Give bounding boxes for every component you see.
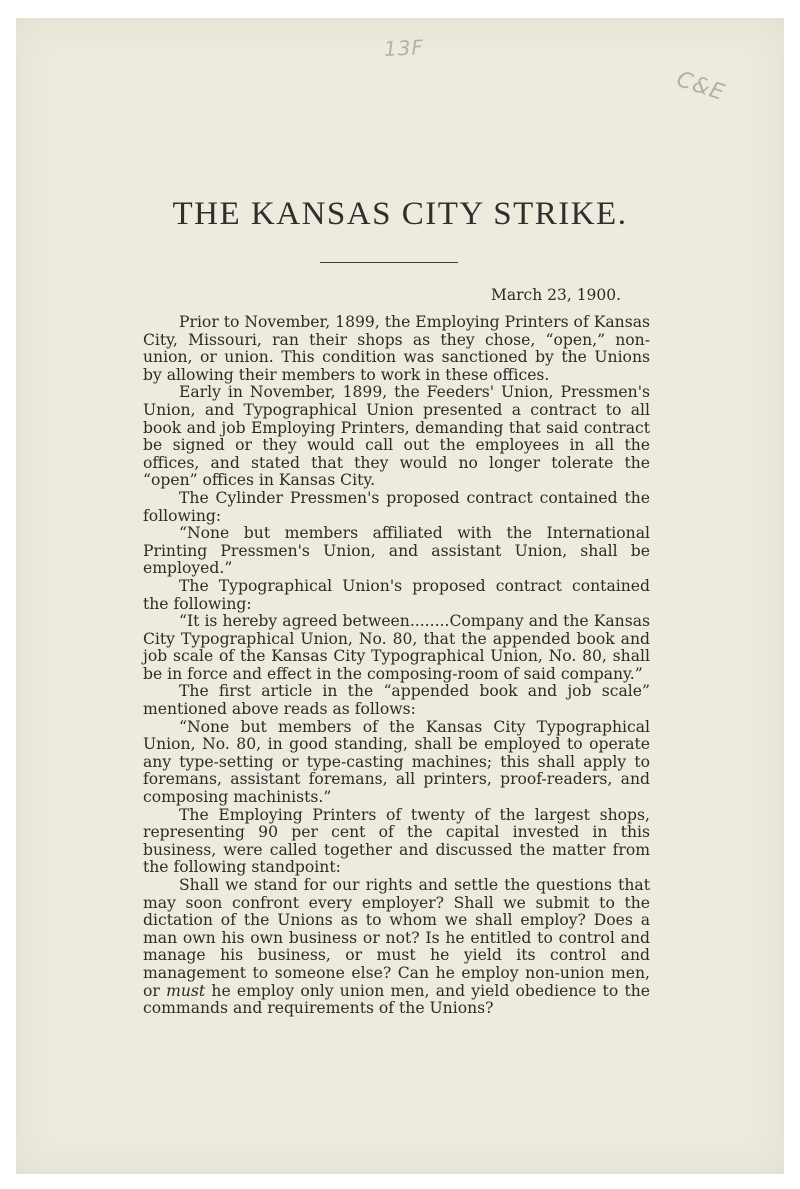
document-date: March 23, 1900. [491, 286, 622, 304]
paragraph: The Employing Printers of twenty of the largest shops, representing 90 per cent of the capital invested in this business, were called together and discussed the matter from the following standpoint: [143, 805, 650, 877]
paragraph-last-part2: he employ only union men, and yield obedience to the commands and requirements of the Unions? [143, 981, 650, 1018]
paragraph-last [143, 877, 650, 1018]
body-text [143, 314, 650, 1018]
paragraph: The Cylinder Pressmen's proposed contract contained the following: [143, 488, 650, 525]
quoted-paragraph: “None but members affiliated with the International Printing Pressmen's Union, and assistant Union, shall be employed.” [143, 524, 650, 578]
title-divider [320, 262, 458, 263]
quoted-paragraph: “It is hereby agreed between........Company and the Kansas City Typographical Union, No. 80, that the appended book and job scale of the Kansas City Typographical Union, No. 80, shall be in force and effect in the composing-room of said company.” [143, 612, 650, 683]
pencil-mark-right: C&E [673, 66, 729, 107]
page-title: THE KANSAS CITY STRIKE. [172, 196, 628, 232]
quoted-paragraph: “None but members of the Kansas City Typographical Union, No. 80, in good standing, shall be employed to operate any type-setting or type-casting machines; this shall apply to foremans, assistant foremans, all printers, proof-readers, and composing machinists.” [143, 717, 650, 807]
pencil-mark-top: 13F [383, 34, 425, 62]
paragraph: Prior to November, 1899, the Employing Printers of Kansas City, Missouri, ran their shops as they chose, “open,” non-union, or union. This condition was sanctioned by the Unions by allowing their members to work in these offices. [143, 313, 650, 384]
emphasis-must: must [166, 981, 206, 1000]
paragraph: Early in November, 1899, the Feeders' Union, Pressmen's Union, and Typographical Union presented a contract to all book and job Employing Printers, demanding that said contract be signed or they would call out the employees in all the offices, and stated that they would no longer tolerate the “open” offices in Kansas City. [143, 383, 650, 490]
paragraph: The Typographical Union's proposed contract contained the following: [143, 576, 650, 613]
paragraph: The first article in the “appended book and job scale” mentioned above reads as follows: [143, 682, 650, 719]
document-page [16, 18, 784, 1174]
paragraph-last-part1: Shall we stand for our rights and settle the questions that may soon confront every employer? Shall we submit to the dictation of the Unions as to whom we shall employ? Does a man own his own business or not? Is he entitled to control and manage his business, or must he yield its control and management to someone else? Can he employ non-union men, or [143, 876, 650, 1000]
